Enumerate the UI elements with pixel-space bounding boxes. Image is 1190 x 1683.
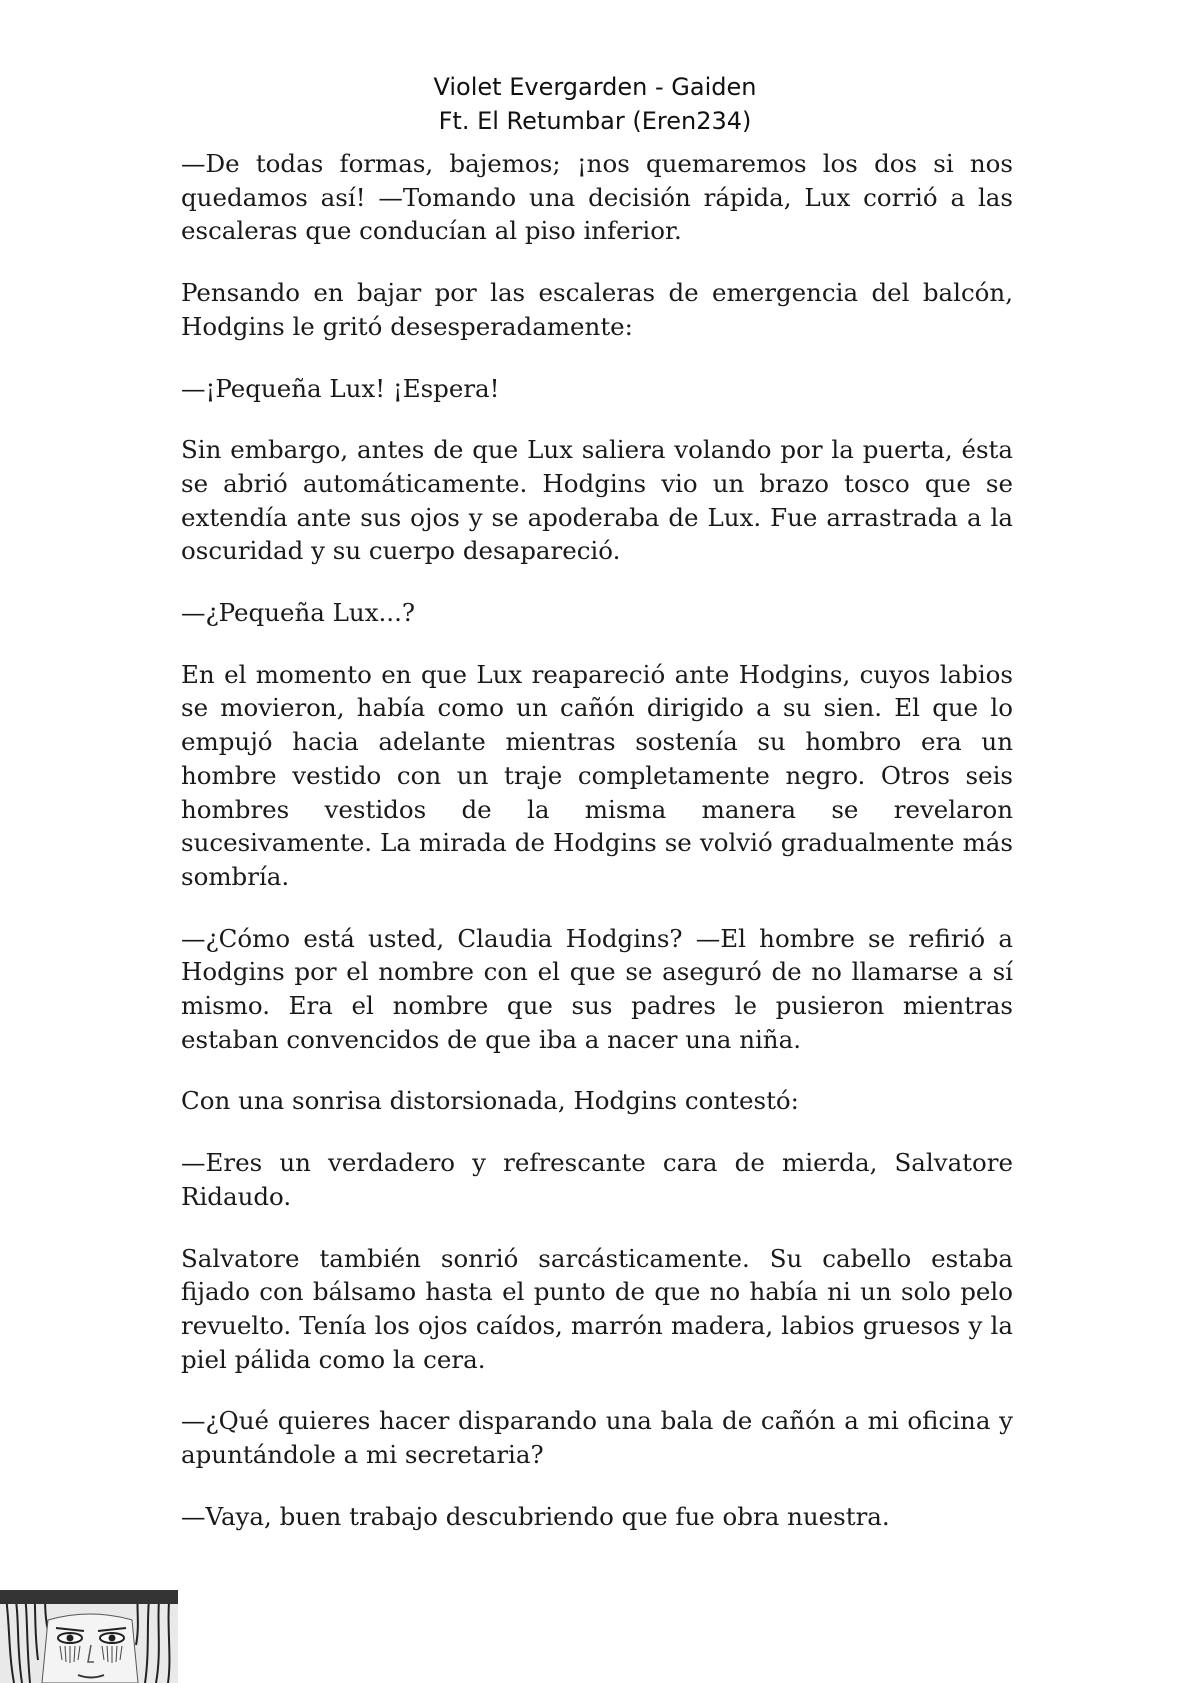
paragraph: Salvatore también sonrió sarcásticamente. Su cabello estaba fijado con bálsamo hasta el punto de que no había ni un solo pelo revuelto. Tenía los ojos caídos, marrón madera, labios gruesos y la piel pálida como la cera.: [181, 1243, 1013, 1374]
manga-face-illustration-icon: [0, 1590, 178, 1683]
header-title: Violet Evergarden - Gaiden: [433, 73, 757, 101]
paragraph: En el momento en que Lux reapareció ante Hodgins, cuyos labios se movieron, había como un cañón dirigido a su sien. El que lo empujó hacia adelante mientras sostenía su hombro era un hombre vestido con un traje completamente negro. Otros seis hombres vestidos de la misma manera se revelaron sucesivamente. La mirada de Hodgins se volvió gradualmente más sombría.: [181, 659, 1013, 891]
document-header: [0, 70, 1190, 138]
paragraph: —De todas formas, bajemos; ¡nos quemaremos los dos si nos quedamos así! —Tomando una decisión rápida, Lux corrió a las escaleras que conducían al piso inferior.: [181, 149, 1013, 246]
document-body: [181, 147, 1013, 1562]
paragraph: —¿Cómo está usted, Claudia Hodgins? —El hombre se refirió a Hodgins por el nombre con el que se aseguró de no llamarse a sí mismo. Era el nombre que sus padres le pusieron mientras estaban convencidos de que iba a nacer una niña.: [181, 923, 1013, 1054]
paragraph: Pensando en bajar por las escaleras de emergencia del balcón, Hodgins le gritó desesperadamente:: [181, 278, 1013, 341]
paragraph: —¿Pequeña Lux...?: [181, 598, 416, 628]
paragraph: —Vaya, buen trabajo descubriendo que fue obra nuestra.: [181, 1501, 890, 1531]
paragraph: Sin embargo, antes de que Lux saliera volando por la puerta, ésta se abrió automáticamente. Hodgins vio un brazo tosco que se extendía ante sus ojos y se apoderaba de Lux. Fue arrastrada a la oscuridad y su cuerpo desapareció.: [181, 435, 1013, 566]
paragraph: Con una sonrisa distorsionada, Hodgins contestó:: [181, 1086, 799, 1116]
paragraph: —¿Qué quieres hacer disparando una bala de cañón a mi oficina y apuntándole a mi secretaria?: [181, 1406, 1013, 1470]
paragraph: —¡Pequeña Lux! ¡Espera!: [181, 373, 500, 403]
header-subtitle: Ft. El Retumbar (Eren234): [438, 107, 752, 135]
paragraph: —Eres un verdadero y refrescante cara de mierda, Salvatore Ridaudo.: [181, 1148, 1013, 1211]
